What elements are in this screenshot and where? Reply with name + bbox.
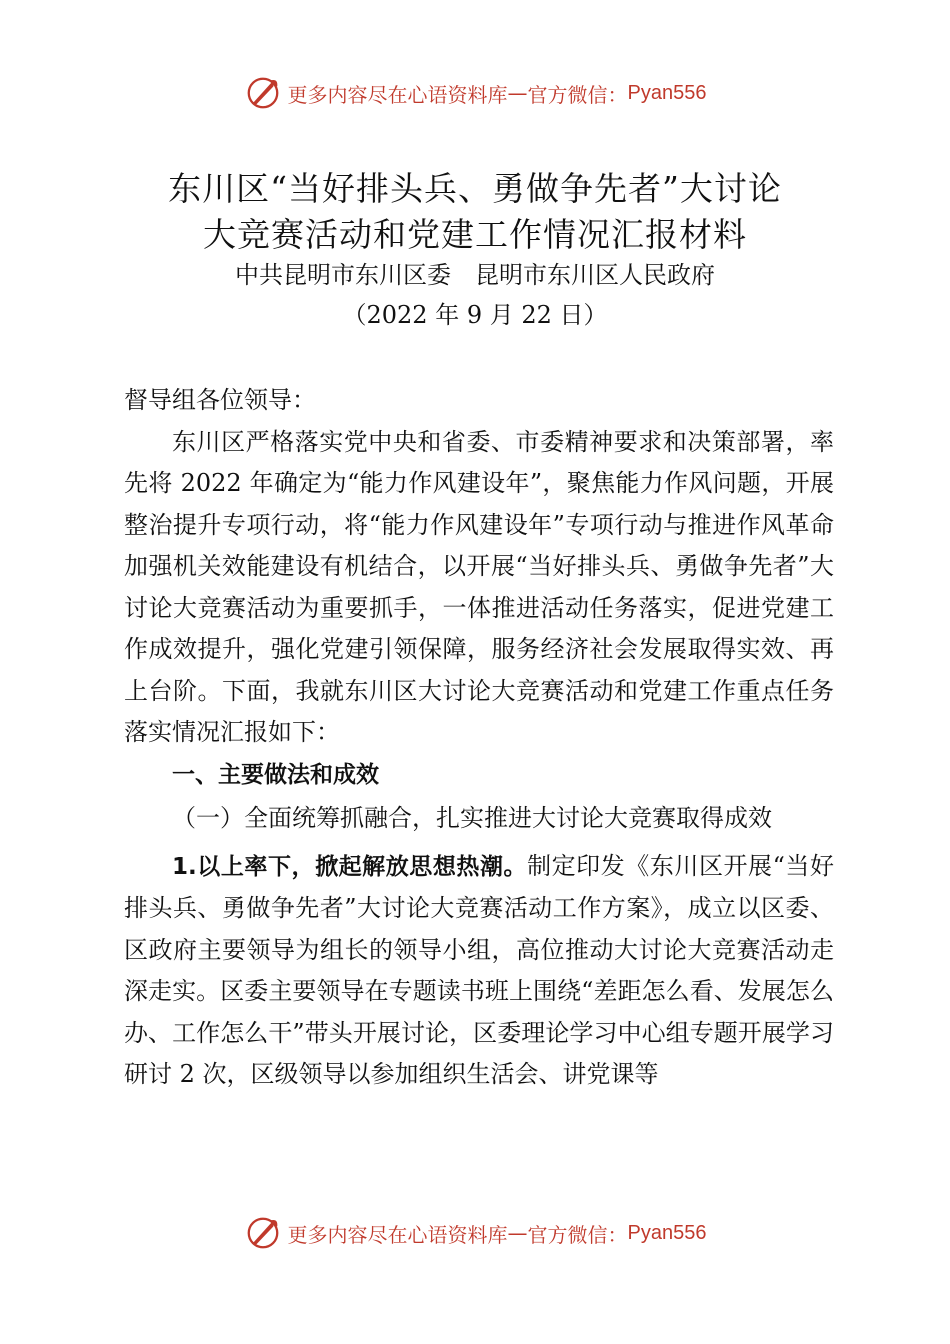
watermark-label: 官方微信： — [527, 1222, 628, 1247]
point-1-paragraph — [124, 846, 834, 1096]
salutation: 督导组各位领导： — [124, 386, 316, 414]
watermark-footer — [0, 1214, 950, 1252]
point-1-text: 制定印发《东川区开展“当好排头兵、勇做争先者”大讨论大竞赛活动工作方案》，成立以区委、区政府主要领导为组长的领导小组，高位推动大讨论大竞赛活动走深走实。区委主要领导在专题读书班上围绕“差距怎么看、发展怎么办、工作怎么干”带头开展讨论，区委理论学习中心组专题开展学习研讨 2 次，区级领导以参加组织生活会、讲党课等 — [124, 851, 834, 1088]
point-1-lead: 1.以上率下，掀起解放思想热潮。 — [172, 853, 528, 880]
watermark-text: 更多内容尽在心语资料库 — [287, 1222, 508, 1247]
watermark-header — [0, 74, 950, 112]
watermark-separator: — — [507, 81, 528, 105]
watermark-separator: — — [507, 1221, 528, 1245]
issue-date: （2022 年 9 月 22 日） — [342, 301, 608, 329]
section-heading-1: 一、主要做法和成效 — [172, 761, 379, 788]
watermark-label: 官方微信： — [527, 82, 628, 107]
document-body — [124, 380, 834, 1096]
watermark-wechat-id: Pyan556 — [627, 1221, 707, 1244]
quill-logo-icon — [244, 74, 282, 112]
subsection-heading-1: （一）全面统筹抓融合，扎实推进大讨论大竞赛取得成效 — [172, 803, 772, 832]
watermark-wechat-id: Pyan556 — [627, 81, 707, 104]
watermark-text: 更多内容尽在心语资料库 — [287, 82, 508, 107]
title-line-1: 东川区“当好排头兵、勇做争先者”大讨论 — [168, 169, 782, 208]
document-title — [0, 166, 950, 258]
issuer: 中共昆明市东川区委 昆明市东川区人民政府 — [235, 261, 715, 289]
quill-logo-icon — [244, 1214, 282, 1252]
title-line-2: 大竞赛活动和党建工作情况汇报材料 — [203, 215, 747, 254]
intro-paragraph: 东川区严格落实党中央和省委、市委精神要求和决策部署，率先将 2022 年确定为“能力作风建设年”，聚焦能力作风问题，开展整治提升专项行动，将“能力作风建设年”专项行动与推进作风革命加强机关效能建设有机结合，以开展“当好排头兵、勇做争先者”大讨论大竞赛活动为重要抓手，一体推进活动任务落实，促进党建工作成效提升，强化党建引领保障，服务经济社会发展取得实效、再上台阶。下面，我就东川区大讨论大竞赛活动和党建工作重点任务落实情况汇报如下： — [124, 427, 834, 746]
